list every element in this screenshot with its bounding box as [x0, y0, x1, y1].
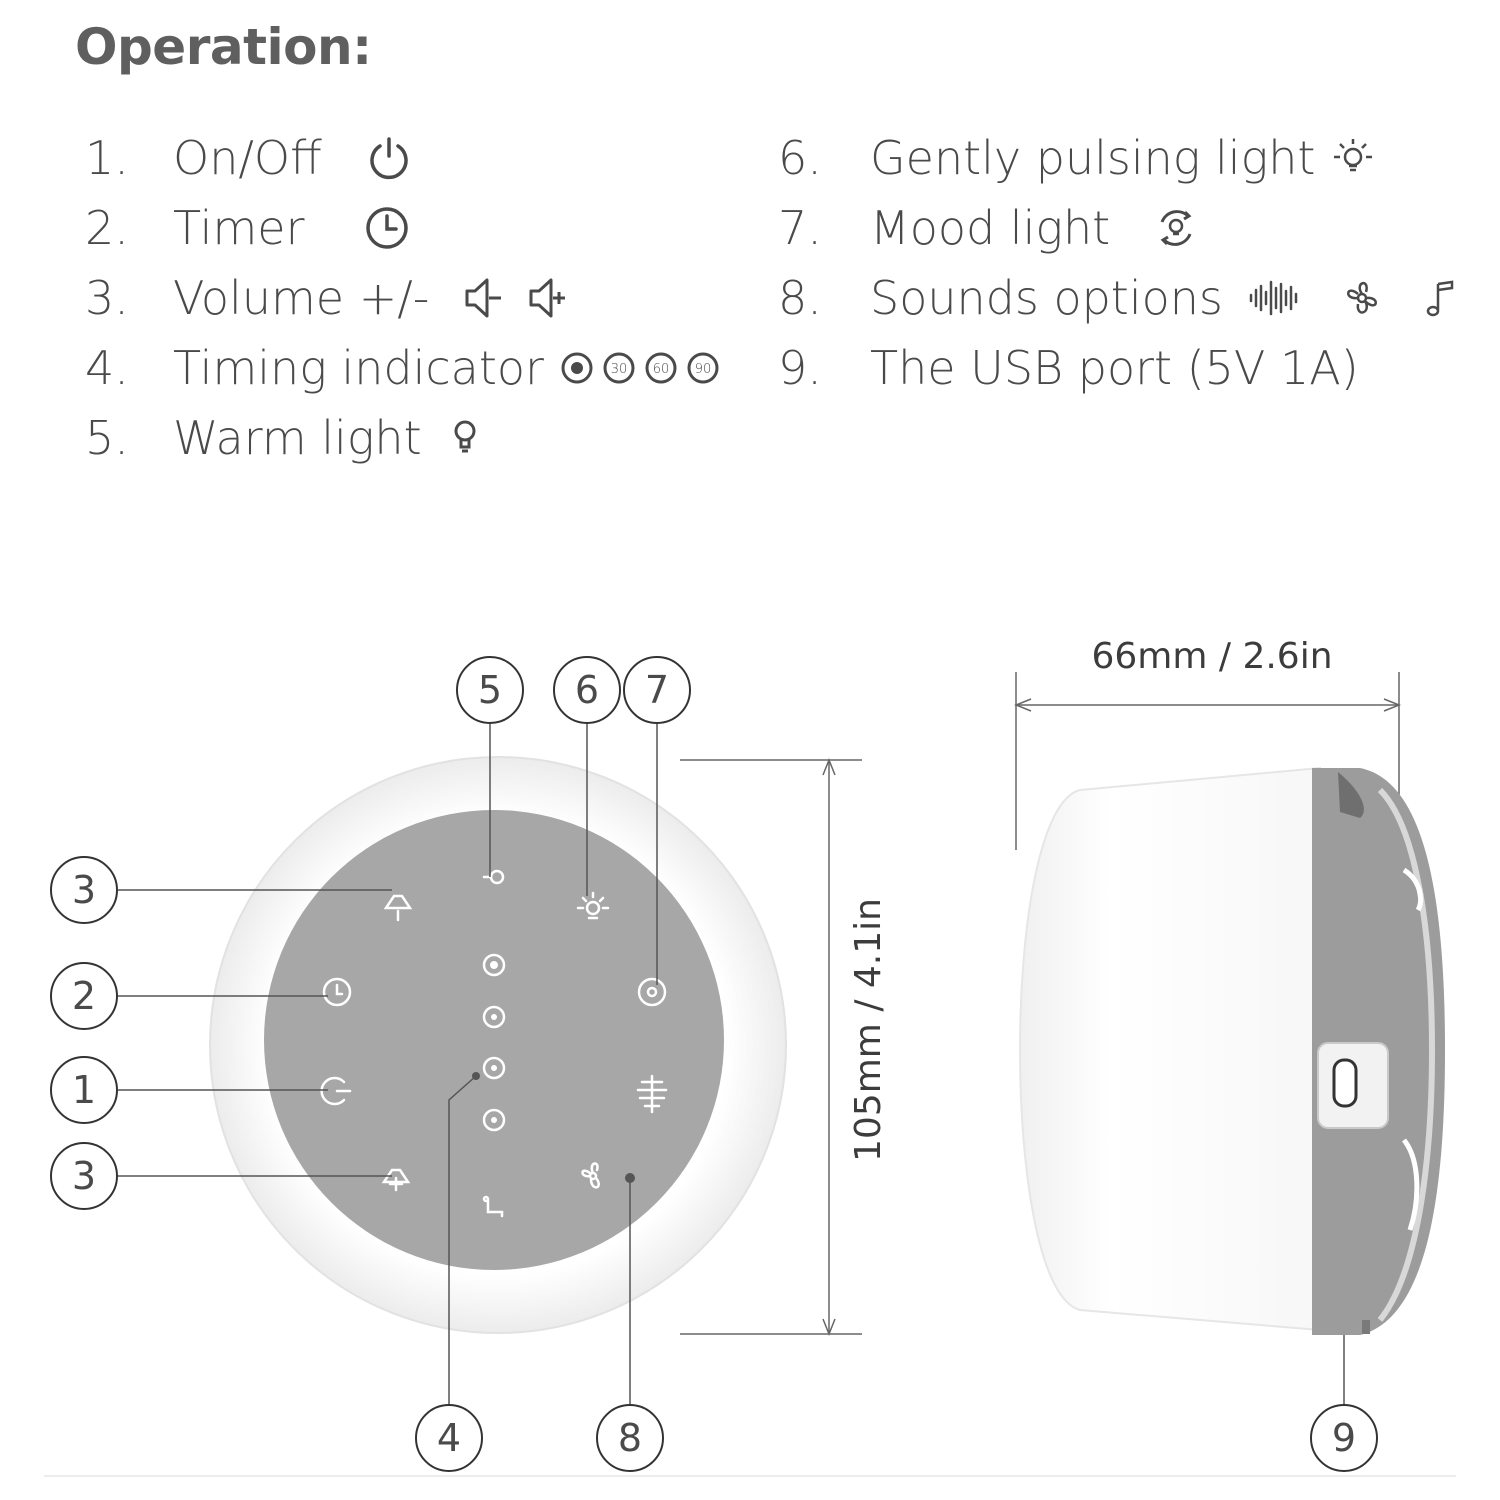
callout-1-label: 1 — [71, 1068, 97, 1112]
operation-number: 6. — [778, 131, 822, 185]
callout-2-label: 2 — [71, 974, 97, 1018]
callout-7-label: 7 — [644, 668, 670, 712]
operation-label: Timing indicator — [173, 341, 544, 395]
operation-number: 8. — [778, 271, 822, 325]
operation-label: Gently pulsing light — [870, 131, 1316, 185]
callout-3a-label: 3 — [71, 868, 97, 912]
operation-label: Volume +/- — [173, 271, 430, 325]
operation-label: Mood light — [870, 201, 1111, 255]
operation-number: 2. — [85, 201, 129, 255]
callout-3b-label: 3 — [71, 1154, 97, 1198]
operation-number: 1. — [85, 131, 129, 185]
callout-5-label: 5 — [477, 668, 503, 712]
timer-30-label: 30 — [610, 362, 628, 377]
operation-number: 3. — [85, 271, 129, 325]
operation-number: 7. — [778, 201, 822, 255]
width-dimension-label: 66mm / 2.6in — [1091, 636, 1333, 677]
callout-6-label: 6 — [574, 668, 600, 712]
callout-9-label: 9 — [1331, 1416, 1357, 1460]
usb-port[interactable] — [1334, 1060, 1356, 1106]
operation-label: Warm light — [173, 411, 422, 465]
operation-label: Sounds options — [870, 271, 1223, 325]
device-side-view — [1020, 768, 1445, 1335]
operation-number: 9. — [778, 341, 822, 395]
operation-number: 4. — [85, 341, 129, 395]
callout-4-label: 4 — [436, 1416, 462, 1460]
control-panel — [264, 810, 724, 1270]
operation-label: The USB port (5V 1A) — [870, 341, 1359, 395]
height-dimension-label: 105mm / 4.1in — [848, 898, 889, 1162]
timer-90-label: 90 — [694, 362, 712, 377]
device-front-view — [210, 757, 786, 1333]
operation-label: Timer — [173, 201, 305, 255]
operation-number: 5. — [85, 411, 129, 465]
timer-60-label: 60 — [652, 362, 670, 377]
operation-label: On/Off — [173, 131, 322, 185]
page-title: Operation: — [75, 18, 372, 76]
callout-8-label: 8 — [617, 1416, 643, 1460]
